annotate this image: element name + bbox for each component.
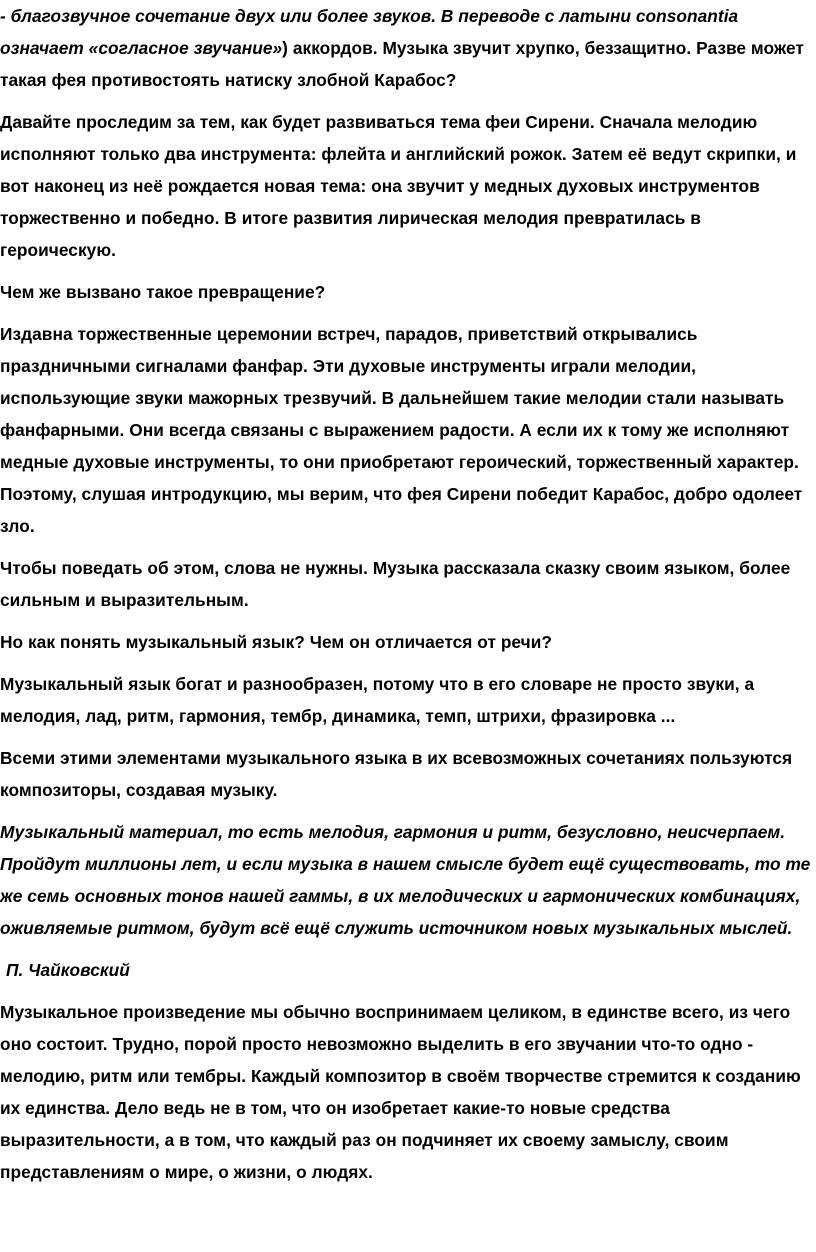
- paragraph-musical-work-unity: Музыкальное произведение мы обычно воспринимаем целиком, в единстве всего, из чего оно состоит. Трудно, порой просто невозможно выделить в его звучании что-то одно - мелодию, ритм или тембры. Каждый композитор в своём творчестве стремится к созданию их единства. Дело ведь не в том, что он изобретает какие-то новые средства выразительности, а в том, что каждый раз он подчиняет их своему замыслу, своим представлениям о мире, о жизни, о людях.: [0, 1002, 801, 1182]
- quote-line-2: Пройдут миллионы лет, и если музыка в нашем смысле будет ещё существовать, то те же семь основных тонов нашей гаммы, в их мелодических и гармонических комбинациях, оживляемые ритмом, будут всё ещё служить источником новых музыкальных мыслей.: [0, 854, 811, 938]
- quote-line-1: Музыкальный материал, то есть мелодия, гармония и ритм, безусловно, неисчерпаем.: [0, 822, 786, 842]
- paragraph-question-transformation: Чем же вызвано такое превращение?: [0, 282, 326, 302]
- consonance-definition: - благозвучное сочетание двух или более звуков. В переводе с латыни consonantia означает «согласное звучание»: [0, 6, 739, 58]
- paragraph-question-musical-language: Но как понять музыкальный язык? Чем он отличается от речи?: [0, 632, 553, 652]
- paragraph-consonance: [0, 0, 812, 96]
- paragraph-music-tells-story: Чтобы поведать об этом, слова не нужны. Музыка рассказала сказку своим языком, более сильным и выразительным.: [0, 558, 791, 610]
- quote-block: [0, 816, 812, 944]
- paragraph-fanfares: Издавна торжественные церемонии встреч, парадов, приветствий открывались праздничными сигналами фанфар. Эти духовые инструменты играли мелодии, использующие звуки мажорных трезвучий. В дальнейшем такие мелодии стали называть фанфарными. Они всегда связаны с выражением радости. А если их к тому же исполняют медные духовые инструменты, то они приобретают героический, торжественный характер. Поэтому, слушая интродукцию, мы верим, что фея Сирени победит Карабос, добро одолеет зло.: [0, 324, 803, 536]
- paragraph-composers: Всеми этими элементами музыкального языка в их всевозможных сочетаниях пользуются композиторы, создавая музыку.: [0, 748, 793, 800]
- paragraph-lilac-fairy-theme: Давайте проследим за тем, как будет развиваться тема феи Сирени. Сначала мелодию исполняют только два инструмента: флейта и английский рожок. Затем её ведут скрипки, и вот наконец из неё рождается новая тема: она звучит у медных духовых инструментов торжественно и победно. В итоге развития лирическая мелодия превратилась в героическую.: [0, 112, 797, 260]
- paragraph-musical-language-elements: Музыкальный язык богат и разнообразен, потому что в его словаре не просто звуки, а мелодия, лад, ритм, гармония, тембр, динамика, темп, штрихи, фразировка ...: [0, 674, 755, 726]
- consonance-continuation: ) аккордов. Музыка звучит хрупко, беззащитно. Разве может такая фея противостоять натиску злобной Карабос?: [0, 38, 804, 90]
- quote-author: П. Чайковский: [6, 960, 130, 980]
